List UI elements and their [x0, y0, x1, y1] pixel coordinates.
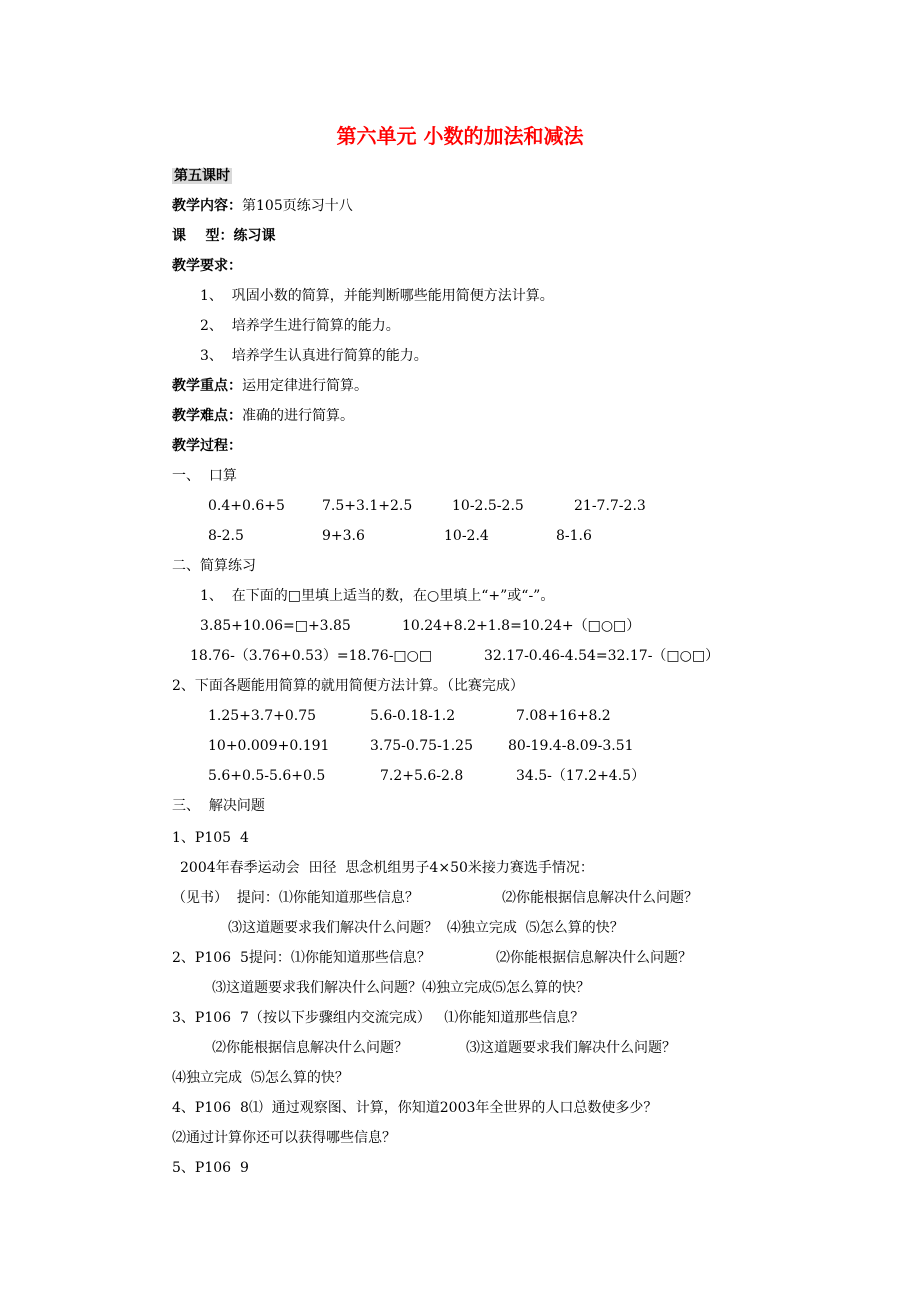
problem-line: 1、P105 4 [172, 830, 249, 846]
oral-calc-item: 7.5+3.1+2.5 [322, 498, 413, 514]
question-2: 2、下面各题能用简算的就用简便方法计算。（比赛完成） [172, 678, 524, 694]
content-label: 教学内容： [172, 198, 242, 214]
problem-line: ⑷独立完成 ⑸怎么算的快？ [172, 1070, 349, 1086]
lesson-badge: 第五课时 [174, 168, 230, 184]
requirement-item: 2、 培养学生进行简算的能力。 [200, 318, 400, 334]
simplify-item: 80-19.4-8.09-3.51 [508, 738, 634, 754]
type-label: 课 型： [172, 228, 234, 244]
key-point-line [172, 376, 368, 396]
simplify-item: 5.6+0.5-5.6+0.5 [208, 768, 326, 784]
simplify-item: 5.6-0.18-1.2 [370, 708, 456, 724]
fill-item: 10.24+8.2+1.8=10.24+（□○□） [402, 618, 641, 634]
oral-calc-item: 21-7.7-2.3 [574, 498, 646, 514]
oral-calc-item: 9+3.6 [322, 528, 365, 544]
problem-line: ⑵你能根据信息解决什么问题？ [212, 1040, 408, 1056]
problem-line: 2、P106 5提问：⑴你能知道那些信息？ [172, 950, 431, 966]
problem-line: ⑶这道题要求我们解决什么问题？⑷独立完成⑸怎么算的快？ [212, 980, 590, 996]
problem-line: ⑵通过计算你还可以获得哪些信息？ [172, 1130, 396, 1146]
simplify-item: 7.2+5.6-2.8 [380, 768, 464, 784]
key-point-value: 运用定律进行简算。 [242, 378, 368, 394]
oral-calc-item: 10-2.5-2.5 [452, 498, 524, 514]
content-value: 第105页练习十八 [242, 198, 353, 214]
page-title: 第六单元 小数的加法和减法 [336, 124, 584, 148]
problem-line: ⑶这道题要求我们解决什么问题？ ⑷独立完成 ⑸怎么算的快？ [228, 920, 624, 936]
problem-line: ⑵你能根据信息解决什么问题？ [502, 890, 698, 906]
content-line [172, 196, 353, 216]
type-line [172, 226, 276, 246]
problem-line: 2004年春季运动会 田径 思念机组男子4×50米接力赛选手情况： [180, 860, 594, 876]
problem-line: （见书） 提问：⑴你能知道那些信息？ [172, 890, 419, 906]
simplify-item: 7.08+16+8.2 [516, 708, 611, 724]
oral-calc-item: 10-2.4 [444, 528, 489, 544]
lesson-label [172, 166, 232, 186]
problem-line: 4、P106 8⑴ 通过观察图、计算，你知道2003年全世界的人口总数使多少？ [172, 1100, 658, 1116]
requirement-item: 1、 巩固小数的简算，并能判断哪些能用简便方法计算。 [200, 288, 554, 304]
oral-calc-item: 8-1.6 [556, 528, 592, 544]
simplify-item: 10+0.009+0.191 [208, 738, 330, 754]
simplify-item: 1.25+3.7+0.75 [208, 708, 317, 724]
difficulty-label: 教学难点： [172, 408, 242, 424]
type-value: 练习课 [233, 228, 276, 244]
problem-line: ⑶这道题要求我们解决什么问题？ [466, 1040, 676, 1056]
process-label: 教学过程： [172, 438, 242, 454]
question-1: 1、 在下面的□里填上适当的数，在○里填上“+”或“-”。 [200, 588, 555, 604]
difficulty-value: 准确的进行简算。 [242, 408, 354, 424]
section2-heading: 二、简算练习 [172, 558, 256, 574]
oral-calc-item: 0.4+0.6+5 [208, 498, 285, 514]
problem-line: 5、P106 9 [172, 1160, 249, 1176]
problem-line: ⑵你能根据信息解决什么问题？ [496, 950, 692, 966]
oral-calc-item: 8-2.5 [208, 528, 244, 544]
requirements-label: 教学要求： [172, 258, 242, 274]
key-point-label: 教学重点： [172, 378, 242, 394]
simplify-item: 34.5-（17.2+4.5） [516, 768, 646, 784]
requirement-item: 3、 培养学生认真进行简算的能力。 [200, 348, 428, 364]
section3-heading: 三、 解决问题 [172, 798, 265, 814]
difficulty-line [172, 406, 354, 426]
fill-item: 3.85+10.06=□+3.85 [200, 618, 351, 634]
simplify-item: 3.75-0.75-1.25 [370, 738, 473, 754]
fill-item: 32.17-0.46-4.54=32.17-（□○□） [484, 648, 720, 664]
section1-heading: 一、 口算 [172, 468, 237, 484]
problem-line: 3、P106 7（按以下步骤组内交流完成） ⑴你能知道那些信息？ [172, 1010, 585, 1026]
fill-item: 18.76-（3.76+0.53）=18.76-□○□ [190, 648, 433, 664]
